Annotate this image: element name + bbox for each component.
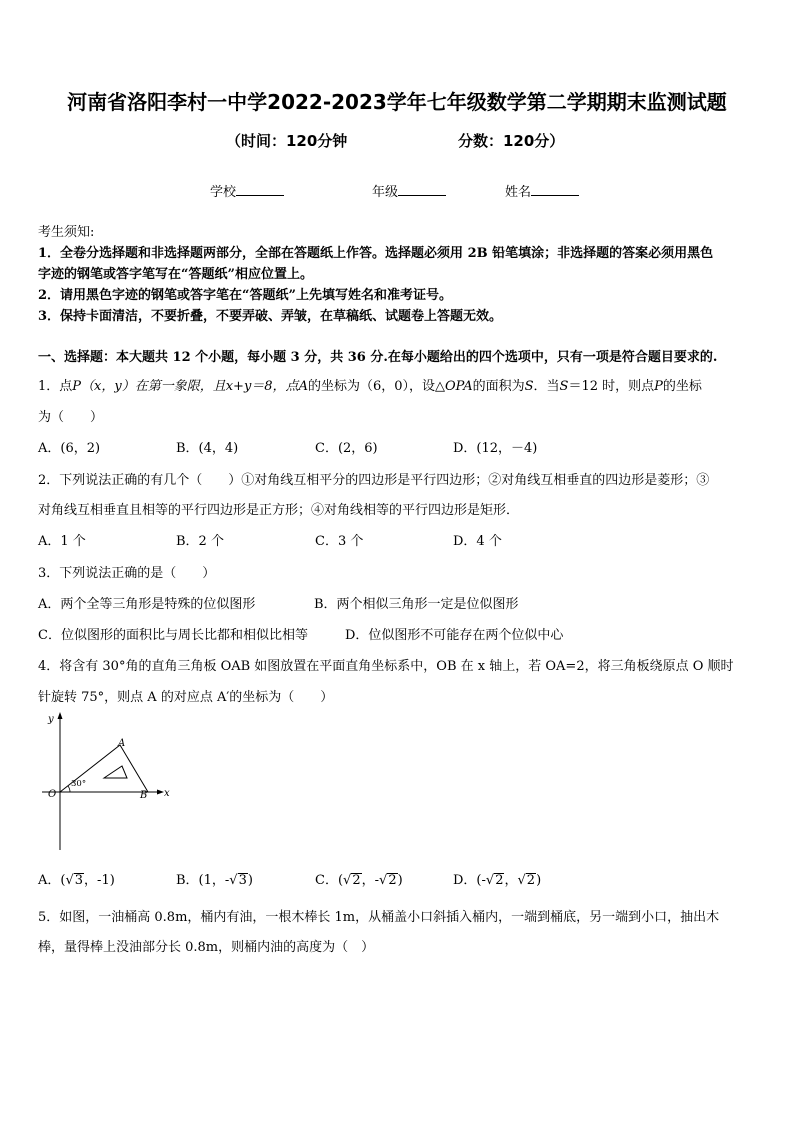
triangle-inner <box>104 766 127 778</box>
q1-option-d: D．(12，－4) <box>453 441 538 456</box>
q2-option-c: C．3 个 <box>315 534 364 549</box>
name-field <box>505 181 579 200</box>
school-field <box>210 181 284 200</box>
q5-line-2: 棒，量得棒上没油部分长 0.8m，则桶内油的高度为（ ） <box>38 940 375 955</box>
q4-option-a: A．(√3，-1) <box>38 873 115 888</box>
q1-option-a: A．(6，2) <box>38 441 101 456</box>
exam-title: 河南省洛阳李村一中学2022-2023学年七年级数学第二学期期末监测试题 <box>67 90 727 114</box>
q4-option-d: D．(-√2，√2) <box>453 873 542 888</box>
x-axis-arrow <box>157 790 164 795</box>
school-blank <box>236 183 284 196</box>
grade-blank <box>398 183 446 196</box>
q4-option-b: B．(1，-√3) <box>176 873 253 888</box>
q5-line-1: 5．如图，一油桶高 0.8m，桶内有油，一根木棒长 1m，从桶盖小口斜插入桶内，一端到桶底，另一端到小口，抽出木 <box>38 910 720 925</box>
exam-notes <box>38 222 758 327</box>
exam-time: （时间：120分钟 <box>226 132 348 150</box>
name-label: 姓名 <box>505 185 532 200</box>
q2-option-b: B．2 个 <box>176 534 224 549</box>
q2-option-a: A．1 个 <box>38 534 86 549</box>
q2-option-d: D．4 个 <box>453 534 502 549</box>
name-blank <box>531 183 579 196</box>
q3-option-d: D．位似图形不可能存在两个位似中心 <box>345 628 564 643</box>
q3-option-a: A．两个全等三角形是特殊的位似图形 <box>38 597 256 612</box>
q4-line-1: 4．将含有 30°角的直角三角板 OAB 如图放置在平面直角坐标系中，OB 在 x 轴上，若 OA=2，将三角板绕原点 O 顺时 <box>38 659 734 674</box>
grade-field <box>372 181 446 200</box>
q3-option-c: C．位似图形的面积比与周长比都和相似比相等 <box>38 628 308 643</box>
q4-line-2: 针旋转 75°，则点 A 的对应点 A′的坐标为（ ） <box>38 690 334 705</box>
q2-line-2: 对角线互相垂直且相等的平行四边形是正方形；④对角线相等的平行四边形是矩形． <box>38 503 520 518</box>
q4-option-c: C．(√2，-√2) <box>315 873 403 888</box>
section-heading: 一、选择题：本大题共 12 个小题，每小题 3 分，共 36 分.在每小题给出的四个选项中，只有一项是符合题目要求的. <box>38 350 718 365</box>
school-label: 学校 <box>210 185 237 200</box>
notes-line-4: 3．保持卡面清洁，不要折叠，不要弄破、弄皱，在草稿纸、试题卷上答题无效。 <box>38 309 503 324</box>
label-x: x <box>164 788 170 799</box>
grade-label: 年级 <box>372 185 399 200</box>
label-angle: 30° <box>71 779 87 789</box>
notes-line-2: 字迹的钢笔或答字笔写在“答题纸”相应位置上。 <box>38 267 313 282</box>
angle-arc <box>68 786 70 792</box>
y-axis-arrow <box>58 712 63 719</box>
exam-score: 分数：120分） <box>458 132 565 150</box>
q1-line-1: 1．点P（x，y）在第一象限，且x+y＝8，点A的坐标为（6，0），设△OPA的面积为S．当S＝12 时，则点P的坐标 <box>38 379 702 394</box>
q1-line-2: 为（ ） <box>38 410 104 425</box>
label-a: A <box>118 738 126 749</box>
label-y: y <box>48 714 54 725</box>
notes-line-1: 1．全卷分选择题和非选择题两部分，全部在答题纸上作答。选择题必须用 2B 铅笔填涂；非选择题的答案必须用黑色 <box>38 246 714 261</box>
q3-line-1: 3．下列说法正确的是（ ） <box>38 566 216 581</box>
q1-option-b: B．(4，4) <box>176 441 239 456</box>
notes-heading: 考生须知: <box>38 225 95 240</box>
notes-line-3: 2．请用黑色字迹的钢笔或答字笔在“答题纸”上先填写姓名和准考证号。 <box>38 288 453 303</box>
q4-figure <box>38 710 188 856</box>
q1-option-c: C．(2，6) <box>315 441 378 456</box>
q3-option-b: B．两个相似三角形一定是位似图形 <box>314 597 519 612</box>
label-b: B <box>140 790 148 801</box>
q2-line-1: 2．下列说法正确的有几个（ ）①对角线互相平分的四边形是平行四边形；②对角线互相垂直的四边形是菱形；③ <box>38 473 710 488</box>
label-o: O <box>48 789 57 800</box>
